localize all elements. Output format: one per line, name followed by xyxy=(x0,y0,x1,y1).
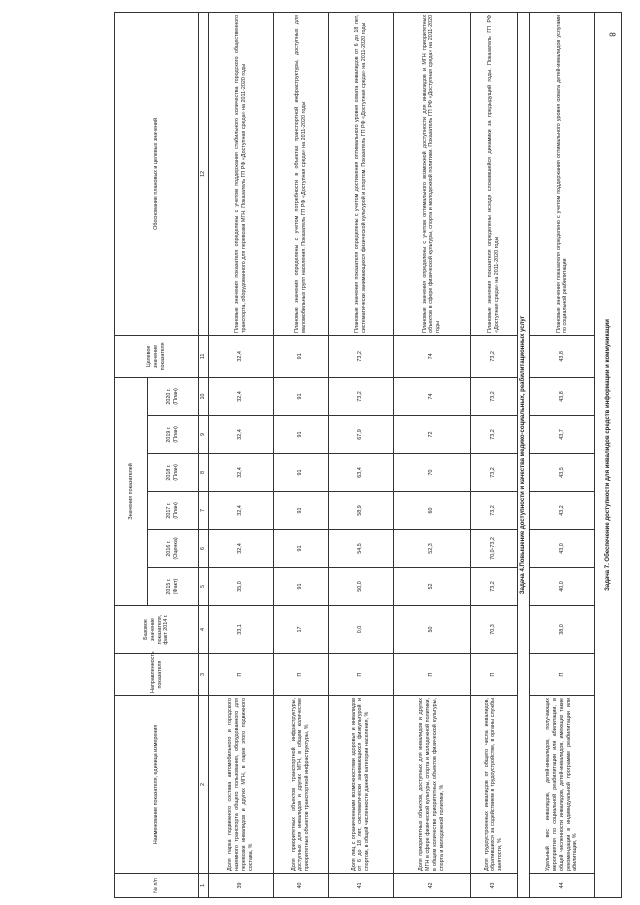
year-value: 43,2 xyxy=(530,492,595,530)
indicators-table xyxy=(114,12,622,898)
column-index-cell: 7 xyxy=(199,492,209,530)
year-value: 40,0 xyxy=(530,568,595,606)
justification-text: Плановые значения показателя определены с учетом поддержания стабильного количества городского общественного транспорта, оборудованного для перевозки МГН. Показатель ГП РФ «Доступная среда» на 2011-2020 годы xyxy=(208,12,273,335)
header-year: 2020 г. (План) xyxy=(148,377,199,415)
table-row xyxy=(470,12,517,897)
direction-cell: П xyxy=(393,654,470,696)
year-value: 32,4 xyxy=(208,530,273,568)
column-index-cell: 10 xyxy=(199,377,209,415)
table-row xyxy=(273,12,328,897)
direction-cell: П xyxy=(273,654,328,696)
task-row xyxy=(595,12,622,897)
target-value: 43,8 xyxy=(530,335,595,377)
year-value: 70 xyxy=(393,454,470,492)
column-index-cell: 11 xyxy=(199,335,209,377)
column-index-cell: 9 xyxy=(199,416,209,454)
year-value: 43,8 xyxy=(530,377,595,415)
task-7-title: Задача 7. Обеспечение доступности для инвалидов средств информации и коммуникации xyxy=(595,12,622,897)
row-num: 42 xyxy=(393,874,470,898)
column-index-cell: 8 xyxy=(199,454,209,492)
table-row xyxy=(208,12,273,897)
year-value: 73,2 xyxy=(470,454,517,492)
year-value: 60 xyxy=(393,492,470,530)
year-value: 70,0-73,2 xyxy=(470,530,517,568)
column-index-cell: 3 xyxy=(199,654,209,696)
year-value: 63,4 xyxy=(328,454,393,492)
row-num: 39 xyxy=(208,874,273,898)
target-value: 32,4 xyxy=(208,335,273,377)
year-value: 91 xyxy=(273,530,328,568)
base-value: 0,0 xyxy=(328,606,393,654)
justification-text: Плановые значения показателя определены с учетом достижения оптимального уровня охвата инвалидов от 6 до 18 лет, систематически занимающихся физической культурой и спортом. Показатель ГП РФ «Доступная среда» на 2011-2020 годы xyxy=(328,12,393,335)
year-value: 73,2 xyxy=(470,377,517,415)
column-index-row xyxy=(199,12,209,897)
year-value: 43,0 xyxy=(530,530,595,568)
row-num: 43 xyxy=(470,874,517,898)
justification-text: Плановые значения показателя определены исходя сложившейся динамики за предыдущий годы. Показатель ГП РФ «Доступная среда» на 2011-2020 годы xyxy=(470,12,517,335)
column-index-cell: 4 xyxy=(199,606,209,654)
target-value: 74 xyxy=(393,335,470,377)
year-value: 35,0 xyxy=(208,568,273,606)
year-value: 32,4 xyxy=(208,416,273,454)
year-value: 73,2 xyxy=(470,416,517,454)
header-num: № п/п xyxy=(115,874,199,898)
header-values-group: Значения показателей xyxy=(115,377,148,605)
year-value: 91 xyxy=(273,492,328,530)
rotated-table-wrapper xyxy=(114,13,611,898)
year-value: 73,2 xyxy=(328,377,393,415)
header-base: Базовое значение показателя, факт 2014 г. xyxy=(115,606,199,654)
year-value: 91 xyxy=(273,568,328,606)
column-index-cell: 1 xyxy=(199,874,209,898)
page-number: 8 xyxy=(607,32,617,37)
table-row xyxy=(328,12,393,897)
year-value: 32,4 xyxy=(208,377,273,415)
header-row xyxy=(115,12,148,897)
header-year: 2018 г. (План) xyxy=(148,454,199,492)
header-name: Наименование показателя, единица измерения xyxy=(115,696,199,874)
indicator-name: Доля приоритетных объектов, доступных для инвалидов и других МГН в сфере физической культуры, спорта и молодежной политики, в общем количестве приоритетных объектов физической культуры, спорта и молодежной политики, % xyxy=(393,696,470,874)
row-num: 40 xyxy=(273,874,328,898)
year-value: 52,3 xyxy=(393,530,470,568)
indicator-name: Доля трудоустроенных инвалидов от общего числа инвалидов, обратившихся за содействием в трудоустройстве, в органы службы занятости, % xyxy=(470,696,517,874)
table-row xyxy=(393,12,470,897)
row-num: 41 xyxy=(328,874,393,898)
year-value: 72 xyxy=(393,416,470,454)
base-value: 50 xyxy=(393,606,470,654)
target-value: 73,2 xyxy=(470,335,517,377)
indicator-name: Доля парка подвижного состава автомобильного и городского наземного транспорта общего пользования, оборудованного для перевозки инвалидов и других МГН, в парке этого подвижного состава, % xyxy=(208,696,273,874)
year-value: 50,0 xyxy=(328,568,393,606)
year-value: 73,2 xyxy=(470,568,517,606)
justification-text: Плановые значения определены с учетом потребности в объектах транспортной инфраструктуры, доступных для маломобильных групп населения. Показатель ГП РФ «Доступная среда» на 2011-2020 годы xyxy=(273,12,328,335)
direction-cell: П xyxy=(530,654,595,696)
column-index-cell: 12 xyxy=(199,12,209,335)
year-value: 73,2 xyxy=(470,492,517,530)
row-num: 44 xyxy=(530,874,595,898)
year-value: 91 xyxy=(273,416,328,454)
year-value: 91 xyxy=(273,454,328,492)
year-value: 54,5 xyxy=(328,530,393,568)
year-value: 74 xyxy=(393,377,470,415)
target-value: 91 xyxy=(273,335,328,377)
year-value: 43,5 xyxy=(530,454,595,492)
target-value: 73,2 xyxy=(328,335,393,377)
base-value: 70,3 xyxy=(470,606,517,654)
year-value: 58,9 xyxy=(328,492,393,530)
header-year: 2016 г. (Оценка) xyxy=(148,530,199,568)
indicator-name: Доля приоритетных объектов транспортной инфраструктуры, доступных для инвалидов и других МГН, в общем количестве приоритетных объектов транспортной инфраструктуры, % xyxy=(273,696,328,874)
year-value: 52 xyxy=(393,568,470,606)
year-value: 32,4 xyxy=(208,454,273,492)
direction-cell: П xyxy=(470,654,517,696)
justification-text: Плановые значения определены с учетом оптимального возможной доступности для инвалидов и МГН приоритетных объектов в сфере физической культуры, спорта и молодежной политики. Показатель ГП РФ «Доступная среда» на 2011-2020 годы xyxy=(393,12,470,335)
column-index-cell: 2 xyxy=(199,696,209,874)
indicator-name: Удельный вес инвалидов, детей-инвалидов, получающих мероприятия по социальной реабилитации или абилитации, в общей численности инвалидов, детей-инвалидов, имеющих такие рекомендации в индивидуальной программе реабилитации или абилитации, % xyxy=(530,696,595,874)
year-value: 43,7 xyxy=(530,416,595,454)
direction-cell: П xyxy=(208,654,273,696)
header-year: 2019 г. (План) xyxy=(148,416,199,454)
header-year: 2015 г. (Факт) xyxy=(148,568,199,606)
column-index-cell: 5 xyxy=(199,568,209,606)
year-value: 91 xyxy=(273,377,328,415)
base-value: 38,0 xyxy=(530,606,595,654)
header-justification: Обоснование плановых и целевых значений xyxy=(115,12,199,335)
indicator-name: Доля лиц с ограниченными возможностями здоровья и инвалидов от 6 до 18 лет, систематически занимающихся физкультурой и спортом, в общей численности данной категории населения, % xyxy=(328,696,393,874)
base-value: 33,1 xyxy=(208,606,273,654)
header-target: Целевое значение показателя xyxy=(115,335,199,377)
year-value: 67,9 xyxy=(328,416,393,454)
column-index-cell: 6 xyxy=(199,530,209,568)
table-row xyxy=(530,12,595,897)
direction-cell: П xyxy=(328,654,393,696)
year-value: 32,4 xyxy=(208,492,273,530)
header-year: 2017 г. (План) xyxy=(148,492,199,530)
task-row xyxy=(517,12,530,897)
task-4-title: Задача 4.Повышение доступности и качества медико-социальных, реабилитационных услуг xyxy=(517,12,530,897)
justification-text: Плановые значения показателя определено с учетом поддержания оптимального уровня охвата детей-инвалидов услугами по социальной реабилитации xyxy=(530,12,595,335)
base-value: 17 xyxy=(273,606,328,654)
header-direction: Направленность показателя xyxy=(115,654,199,696)
